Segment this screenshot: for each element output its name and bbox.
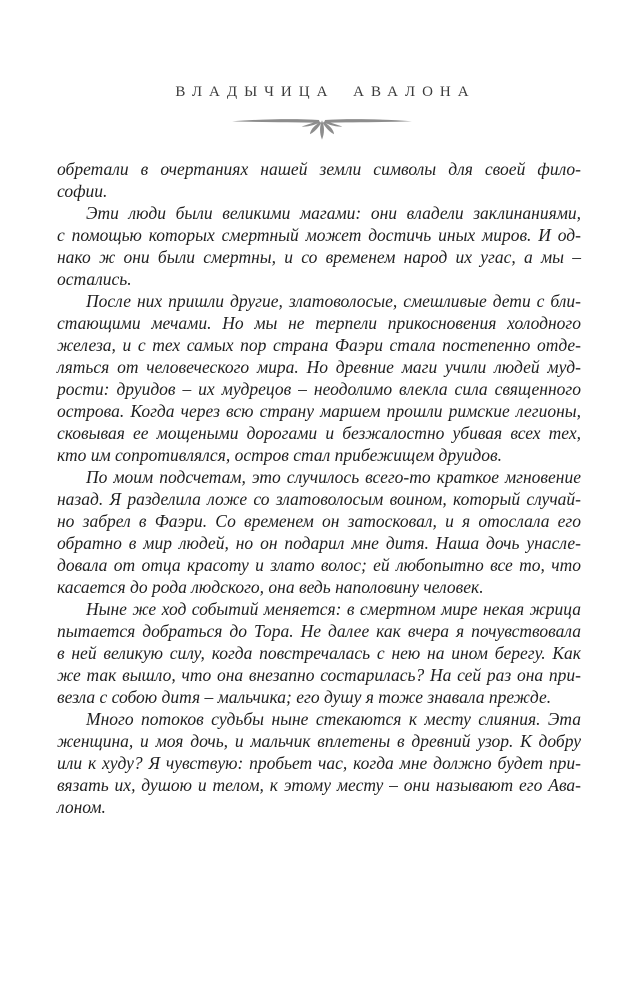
text-line: или к худу? Я чувствую: пробьет час, когда мне должно будет при-	[57, 753, 581, 773]
text-line: После них пришли другие, златоволосые, смешливые дети с бли-	[86, 291, 581, 311]
text-line: но забрел в Фаэри. Со временем он затосковал, и я отослала его	[57, 511, 581, 531]
text-line: Эти люди были великими магами: они владели заклинаниями,	[86, 203, 581, 223]
text-line: сковывая ее мощеными дорогами и безжалостно убивая всех тех,	[57, 423, 581, 443]
text-line: пытается добраться до Тора. Не далее как вчера я почувствовала	[57, 621, 581, 641]
text-line: софии.	[57, 181, 108, 201]
text-line: Много потоков судьбы ныне стекаются к месту слияния. Эта	[86, 709, 581, 729]
chapter-title: ВЛАДЫЧИЦА АВАЛОНА	[175, 84, 476, 100]
text-line: Ныне же ход событий меняется: в смертном мире некая жрица	[86, 599, 581, 619]
text-line: острова. Когда через всю страну маршем прошли римские легионы,	[57, 401, 581, 421]
text-line: нако ж они были смертны, и со временем народ их угас, а мы –	[57, 247, 581, 267]
text-line: обратно в мир людей, но он подарил мне дитя. Наша дочь унасле-	[57, 533, 581, 553]
text-line: ляться от человеческого мира. Но древние маги учили людей муд-	[57, 357, 581, 377]
text-line: довала от отца красоту и злато волос; ей любопытно все то, что	[57, 555, 581, 575]
text-line: касается до рода людского, она ведь наполовину человек.	[57, 577, 484, 597]
text-line: стающими мечами. Но мы не терпели прикосновения холодного	[57, 313, 581, 333]
text-line: женщина, и моя дочь, и мальчик вплетены в древний узор. К добру	[57, 731, 581, 751]
text-line: лоном.	[57, 797, 106, 817]
text-line: остались.	[57, 269, 132, 289]
text-line: назад. Я разделила ложе со златоволосым воином, который случай-	[57, 489, 581, 509]
text-line: кто им сопротивлялся, остров стал прибежищем друидов.	[57, 445, 502, 465]
text-line: с помощью которых смертный может достичь иных миров. И од-	[57, 225, 581, 245]
winged-divider-icon	[230, 113, 414, 142]
text-line: железа, и с тех самых пор страна Фаэри стала постепенно отде-	[57, 335, 581, 355]
text-line: везла с собою дитя – мальчика; его душу я тоже знавала прежде.	[57, 687, 552, 707]
text-line: По моим подсчетам, это случилось всего-то краткое мгновение	[86, 467, 581, 487]
text-line: рости: друидов – их мудрецов – неодолимо влекла сила священного	[57, 379, 581, 399]
text-line: обретали в очертаниях нашей земли символы для своей фило-	[57, 159, 581, 179]
text-line: же так вышло, что она внезапно состарилась? На сей раз она при-	[57, 665, 581, 685]
text-line: вязать их, душою и телом, к этому месту – они называют его Ава-	[57, 775, 581, 795]
text-line: в ней великую силу, когда повстречалась с нею на ином берегу. Как	[57, 643, 581, 663]
body-text	[57, 158, 581, 818]
